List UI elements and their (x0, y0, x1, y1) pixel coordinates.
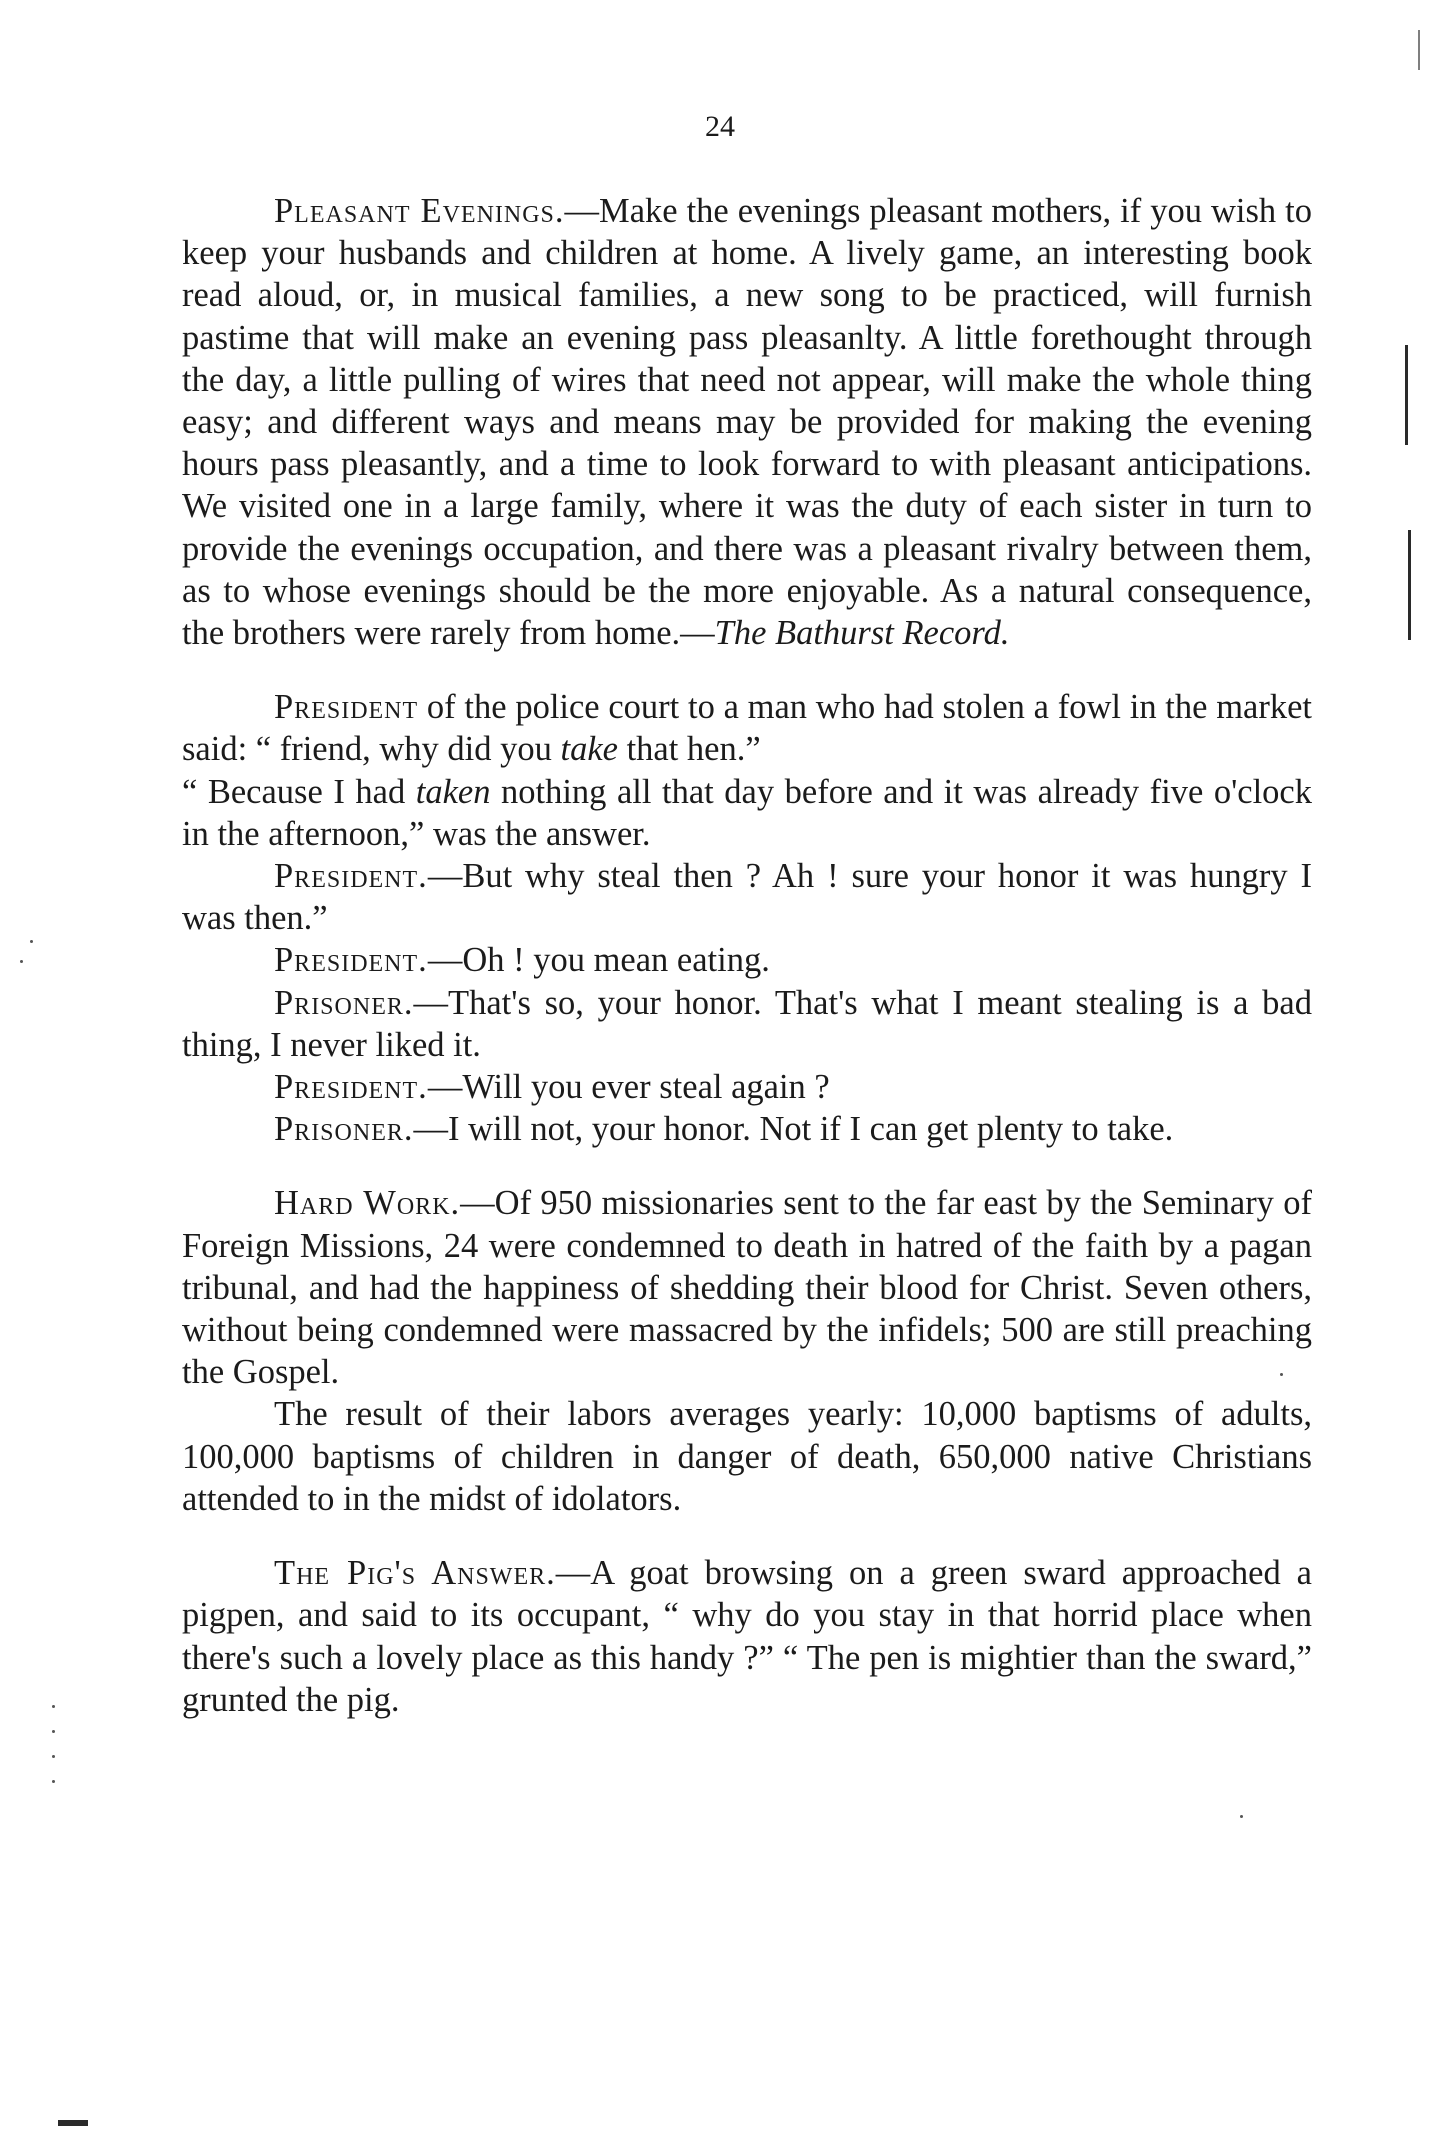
article-heading: The Pig's Answer. (274, 1554, 556, 1593)
court-intro-text-b: that hen.” (617, 730, 761, 769)
speaker-label: President. (274, 941, 428, 980)
article-source: The Bathurst Record. (714, 614, 1010, 653)
speck (20, 960, 23, 963)
dialogue-line (182, 855, 1312, 939)
article-hard-work-results (182, 1393, 1312, 1520)
speck (1280, 1373, 1283, 1376)
speck (30, 940, 33, 943)
speck (1240, 1815, 1243, 1818)
corner-mark (58, 2120, 88, 2126)
court-intro-text-a: of the police court to a man who had stolen a fowl in the market said: “ friend, why did you (182, 688, 1312, 769)
dialogue-line (182, 1066, 1312, 1108)
article-body: The result of their labors averages yearly: 10,000 baptisms of adults, 100,000 baptisms of children in danger of death, 650,000 native Christians attended to in the midst of idolators. (182, 1395, 1312, 1518)
speaker-label: President. (274, 857, 428, 896)
dialogue-text: —Oh ! you mean eating. (427, 941, 770, 980)
page-number: 24 (705, 110, 735, 143)
article-body: —A goat browsing on a green sward approached a pigpen, and said to its occupant, “ why do you stay in that horrid place when there's such a lovely place as this handy ?” “ The pen is mightier than the sward,” grunted the pig. (182, 1554, 1312, 1719)
text-column (182, 190, 1312, 1721)
margin-mark (1405, 345, 1408, 445)
speaker-label: Prisoner. (274, 983, 414, 1022)
article-pigs-answer (182, 1552, 1312, 1721)
article-heading: Hard Work. (274, 1184, 461, 1223)
speck (52, 1755, 55, 1758)
section-gap (182, 654, 1312, 686)
speaker-label: President (274, 688, 419, 727)
margin-mark (1408, 530, 1411, 640)
section-gap (182, 1520, 1312, 1552)
dialogue-text: —I will not, your honor. Not if I can get plenty to take. (413, 1110, 1174, 1149)
dialogue-line (182, 982, 1312, 1066)
article-heading: Pleasant Evenings. (274, 192, 565, 230)
section-gap (182, 1150, 1312, 1182)
court-answer (182, 771, 1312, 855)
article-pleasant-evenings (182, 190, 1312, 654)
article-hard-work (182, 1182, 1312, 1393)
court-answer-text-b: nothing all that day before and it was already five o'clock in the afternoon,” was the answer. (182, 772, 1312, 853)
speck (52, 1730, 55, 1733)
dialogue-line (182, 1108, 1312, 1150)
speaker-label: Prisoner. (274, 1110, 414, 1149)
court-answer-text-a: “ Because I had (182, 772, 416, 811)
speck (52, 1705, 55, 1708)
dialogue-text: —But why steal then ? Ah ! sure your honor it was hungry I was then.” (182, 857, 1312, 938)
margin-mark (1418, 30, 1420, 70)
dialogue-text: —Will you ever steal again ? (427, 1068, 830, 1107)
dialogue-text: —That's so, your honor. That's what I meant stealing is a bad thing, I never liked it. (182, 983, 1312, 1064)
dialogue-line (182, 939, 1312, 981)
court-intro (182, 686, 1312, 770)
speaker-label: President. (274, 1068, 428, 1107)
court-intro-emphasis: take (560, 730, 618, 769)
article-body: —Make the evenings pleasant mothers, if you wish to keep your husbands and children at home. A lively game, an interesting book read aloud, or, in musical families, a new song to be practiced, will furnish pastime that will make an evening pass pleasanlty. A little forethought through the day, a little pulling of wires that need not appear, will make the whole thing easy; and different ways and means may be provided for making the evening hours pass pleasantly, and a time to look forward to with pleasant anticipations. We visited one in a large family, where it was the duty of each sister in turn to provide the evenings occupation, and there was a pleasant rivalry between them, as to whose evenings should be the more enjoyable. As a natural consequence, the brothers were rarely from home.— (182, 192, 1312, 653)
court-answer-emphasis: taken (415, 772, 491, 811)
speck (52, 1780, 55, 1783)
article-body: —Of 950 missionaries sent to the far east by the Seminary of Foreign Missions, 24 were condemned to death in hatred of the faith by a pagan tribunal, and had the happiness of shedding their blood for Christ. Seven others, without being condemned were massacred by the infidels; 500 are still preaching the Gospel. (182, 1184, 1312, 1392)
